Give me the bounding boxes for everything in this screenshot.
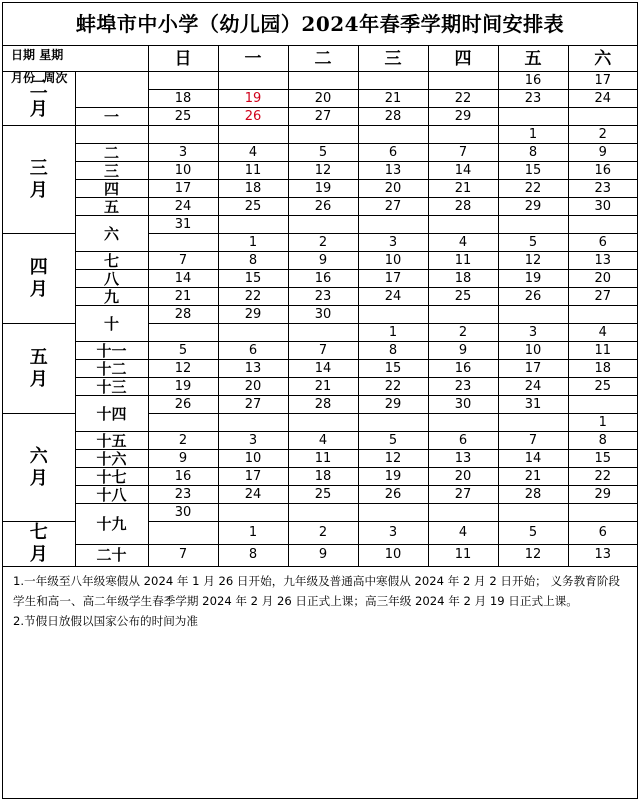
date-cell: 25 (218, 198, 288, 216)
date-cell: 29 (498, 198, 568, 216)
table-row (3, 216, 637, 234)
header-corner (3, 46, 148, 85)
date-cell: 10 (358, 544, 428, 567)
weekday-header: 一 (218, 46, 288, 72)
date-cell: 8 (358, 342, 428, 360)
date-cell: 19 (288, 180, 358, 198)
date-cell: 11 (568, 342, 637, 360)
date-cell: 17 (498, 360, 568, 378)
date-cell: 27 (568, 288, 637, 306)
date-cell: 10 (498, 342, 568, 360)
date-cell: 12 (498, 252, 568, 270)
date-cell: 10 (358, 252, 428, 270)
date-cell: 28 (498, 486, 568, 504)
date-cell: 12 (288, 162, 358, 180)
date-cell: 13 (568, 252, 637, 270)
date-cell: 13 (358, 162, 428, 180)
date-cell: 6 (428, 432, 498, 450)
date-cell: 11 (428, 252, 498, 270)
date-cell: 23 (428, 378, 498, 396)
date-cell (568, 306, 637, 324)
date-cell (568, 504, 637, 522)
date-cell (498, 216, 568, 234)
date-cell: 30 (568, 198, 637, 216)
page-title: 蚌埠市中小学（幼儿园）2024年春季学期时间安排表 (3, 3, 637, 46)
date-cell (148, 522, 218, 545)
week-number: 九 (75, 288, 148, 306)
date-cell (358, 414, 428, 432)
date-cell: 14 (288, 360, 358, 378)
date-cell: 25 (568, 378, 637, 396)
week-number: 七 (75, 252, 148, 270)
date-cell: 24 (358, 288, 428, 306)
date-cell: 15 (568, 450, 637, 468)
date-cell: 21 (498, 468, 568, 486)
date-cell: 21 (288, 378, 358, 396)
date-cell: 8 (498, 144, 568, 162)
date-cell: 18 (428, 270, 498, 288)
date-cell: 23 (498, 90, 568, 108)
date-cell: 2 (288, 522, 358, 545)
date-cell: 17 (568, 72, 637, 90)
date-cell: 12 (148, 360, 218, 378)
date-cell: 14 (498, 450, 568, 468)
date-cell: 20 (428, 468, 498, 486)
table-row (3, 198, 637, 216)
week-number: 六 (75, 216, 148, 252)
date-cell (148, 234, 218, 252)
date-cell: 18 (218, 180, 288, 198)
table-row (3, 504, 637, 522)
week-number: 四 (75, 180, 148, 198)
week-number: 十四 (75, 396, 148, 432)
date-cell: 28 (148, 306, 218, 324)
date-cell (428, 216, 498, 234)
date-cell: 17 (358, 270, 428, 288)
date-cell: 19 (358, 468, 428, 486)
week-number: 十八 (75, 486, 148, 504)
table-row (3, 126, 637, 144)
date-cell: 21 (428, 180, 498, 198)
date-cell (218, 324, 288, 342)
table-row (3, 108, 637, 126)
date-cell (218, 504, 288, 522)
date-cell: 11 (288, 450, 358, 468)
date-cell (288, 216, 358, 234)
date-cell: 23 (288, 288, 358, 306)
date-cell: 4 (218, 144, 288, 162)
date-cell: 25 (148, 108, 218, 126)
corner-labels-bottom: 月份 周次 (11, 71, 68, 85)
date-cell: 7 (288, 342, 358, 360)
date-cell (288, 504, 358, 522)
table-row (3, 396, 637, 414)
week-number: 十二 (75, 360, 148, 378)
date-cell: 26 (148, 396, 218, 414)
date-cell: 27 (358, 198, 428, 216)
date-cell (358, 126, 428, 144)
week-number: 十六 (75, 450, 148, 468)
month-label: 五 月 (3, 324, 75, 414)
date-cell (428, 414, 498, 432)
note-2: 2.节假日放假以国家公布的时间为准 (13, 614, 198, 628)
date-cell: 24 (568, 90, 637, 108)
table-row (3, 450, 637, 468)
date-cell: 21 (358, 90, 428, 108)
date-cell (358, 72, 428, 90)
date-cell: 10 (218, 450, 288, 468)
date-cell (218, 126, 288, 144)
week-number: 十七 (75, 468, 148, 486)
date-cell (288, 414, 358, 432)
date-cell: 14 (148, 270, 218, 288)
date-cell (148, 72, 218, 90)
date-cell (428, 306, 498, 324)
date-cell: 3 (498, 324, 568, 342)
date-cell: 20 (358, 180, 428, 198)
week-number: 二 (75, 144, 148, 162)
date-cell (568, 396, 637, 414)
date-cell: 7 (428, 144, 498, 162)
date-cell: 19 (218, 90, 288, 108)
date-cell: 27 (218, 396, 288, 414)
table-row (3, 468, 637, 486)
date-cell: 2 (428, 324, 498, 342)
date-cell: 22 (358, 378, 428, 396)
date-cell: 2 (148, 432, 218, 450)
date-cell: 29 (358, 396, 428, 414)
notes (3, 567, 637, 635)
schedule-document (2, 2, 638, 799)
date-cell: 11 (218, 162, 288, 180)
date-cell: 9 (428, 342, 498, 360)
table-row (3, 432, 637, 450)
date-cell: 1 (358, 324, 428, 342)
date-cell: 26 (358, 486, 428, 504)
week-number: 十一 (75, 342, 148, 360)
week-number (75, 72, 148, 108)
week-number: 五 (75, 198, 148, 216)
week-number: 八 (75, 270, 148, 288)
date-cell: 29 (428, 108, 498, 126)
date-cell: 28 (288, 396, 358, 414)
date-cell: 5 (148, 342, 218, 360)
date-cell: 2 (288, 234, 358, 252)
date-cell: 27 (428, 486, 498, 504)
date-cell: 24 (498, 378, 568, 396)
date-cell: 28 (358, 108, 428, 126)
date-cell: 26 (498, 288, 568, 306)
date-cell (358, 306, 428, 324)
date-cell: 26 (218, 108, 288, 126)
date-cell: 31 (498, 396, 568, 414)
date-cell: 4 (428, 234, 498, 252)
date-cell: 22 (498, 180, 568, 198)
date-cell: 5 (498, 234, 568, 252)
date-cell: 15 (218, 270, 288, 288)
date-cell: 28 (428, 198, 498, 216)
date-cell: 12 (358, 450, 428, 468)
weekday-header: 五 (498, 46, 568, 72)
date-cell: 18 (568, 360, 637, 378)
date-cell: 13 (218, 360, 288, 378)
date-cell (428, 126, 498, 144)
date-cell: 23 (148, 486, 218, 504)
month-label: 六 月 (3, 414, 75, 522)
date-cell: 10 (148, 162, 218, 180)
date-cell: 16 (148, 468, 218, 486)
date-cell: 4 (568, 324, 637, 342)
date-cell: 21 (148, 288, 218, 306)
date-cell: 7 (498, 432, 568, 450)
date-cell (218, 414, 288, 432)
table-row (3, 270, 637, 288)
date-cell (288, 72, 358, 90)
date-cell: 8 (218, 252, 288, 270)
date-cell: 9 (288, 252, 358, 270)
date-cell: 2 (568, 126, 637, 144)
date-cell (288, 126, 358, 144)
week-number: 十三 (75, 378, 148, 396)
date-cell: 1 (498, 126, 568, 144)
calendar-table (3, 46, 637, 567)
date-cell: 1 (568, 414, 637, 432)
table-row (3, 288, 637, 306)
week-number (75, 126, 148, 144)
date-cell: 20 (218, 378, 288, 396)
date-cell: 31 (148, 216, 218, 234)
date-cell: 9 (568, 144, 637, 162)
note-1: 1.一年级至八年级寒假从 2024 年 1 月 26 日开始，九年级及普通高中寒假从 2024 年 2 月 2 日开始； 义务教育阶段学生和高一、高二年级学生春季学期 2024 年 2 月 26 日正式上课；高三年级 2024 年 2 月 19 日正式上课。 (13, 574, 621, 608)
date-cell (148, 414, 218, 432)
month-label: 七 月 (3, 522, 75, 567)
date-cell: 16 (498, 72, 568, 90)
date-cell: 1 (218, 522, 288, 545)
date-cell: 19 (148, 378, 218, 396)
date-cell: 5 (498, 522, 568, 545)
table-row (3, 162, 637, 180)
date-cell: 1 (218, 234, 288, 252)
date-cell: 7 (148, 252, 218, 270)
table-row (3, 252, 637, 270)
date-cell: 4 (288, 432, 358, 450)
date-cell: 24 (218, 486, 288, 504)
date-cell (498, 108, 568, 126)
date-cell: 17 (218, 468, 288, 486)
date-cell: 16 (428, 360, 498, 378)
date-cell (428, 504, 498, 522)
date-cell: 30 (148, 504, 218, 522)
date-cell: 29 (568, 486, 637, 504)
date-cell: 18 (148, 90, 218, 108)
date-cell (218, 216, 288, 234)
date-cell: 18 (288, 468, 358, 486)
date-cell (358, 216, 428, 234)
date-cell: 30 (428, 396, 498, 414)
table-row (3, 360, 637, 378)
date-cell: 16 (288, 270, 358, 288)
month-label: 三 月 (3, 126, 75, 234)
date-cell: 5 (358, 432, 428, 450)
date-cell (428, 72, 498, 90)
table-row (3, 342, 637, 360)
corner-labels-top: 日期 星期 (11, 48, 64, 62)
week-number: 十五 (75, 432, 148, 450)
date-cell: 20 (568, 270, 637, 288)
weekday-header: 三 (358, 46, 428, 72)
date-cell (498, 306, 568, 324)
date-cell (498, 504, 568, 522)
date-cell: 15 (358, 360, 428, 378)
date-cell: 3 (218, 432, 288, 450)
date-cell: 9 (288, 544, 358, 567)
date-cell: 29 (218, 306, 288, 324)
date-cell: 9 (148, 450, 218, 468)
week-number: 一 (75, 108, 148, 126)
date-cell: 3 (148, 144, 218, 162)
table-row (3, 180, 637, 198)
date-cell: 6 (568, 522, 637, 545)
date-cell: 11 (428, 544, 498, 567)
date-cell: 7 (148, 544, 218, 567)
date-cell: 26 (288, 198, 358, 216)
date-cell (288, 324, 358, 342)
date-cell (568, 216, 637, 234)
date-cell (218, 72, 288, 90)
week-number: 二十 (75, 544, 148, 567)
date-cell: 22 (568, 468, 637, 486)
date-cell: 15 (498, 162, 568, 180)
weekday-header: 二 (288, 46, 358, 72)
date-cell (148, 324, 218, 342)
date-cell (498, 414, 568, 432)
date-cell: 27 (288, 108, 358, 126)
date-cell: 5 (288, 144, 358, 162)
date-cell: 13 (428, 450, 498, 468)
date-cell: 8 (218, 544, 288, 567)
week-number: 三 (75, 162, 148, 180)
month-label: 二 月 (3, 72, 75, 126)
date-cell: 19 (498, 270, 568, 288)
table-row (3, 544, 637, 567)
weekday-header: 六 (568, 46, 637, 72)
date-cell: 3 (358, 234, 428, 252)
date-cell: 14 (428, 162, 498, 180)
table-row (3, 486, 637, 504)
date-cell: 16 (568, 162, 637, 180)
table-row (3, 144, 637, 162)
date-cell: 25 (288, 486, 358, 504)
date-cell: 6 (358, 144, 428, 162)
date-cell: 6 (568, 234, 637, 252)
month-label: 四 月 (3, 234, 75, 324)
date-cell: 30 (288, 306, 358, 324)
week-number: 十 (75, 306, 148, 342)
week-number: 十九 (75, 504, 148, 545)
date-cell: 22 (428, 90, 498, 108)
date-cell: 17 (148, 180, 218, 198)
date-cell: 23 (568, 180, 637, 198)
date-cell: 24 (148, 198, 218, 216)
date-cell: 20 (288, 90, 358, 108)
date-cell: 25 (428, 288, 498, 306)
date-cell: 12 (498, 544, 568, 567)
weekday-header: 四 (428, 46, 498, 72)
date-cell (568, 108, 637, 126)
date-cell: 6 (218, 342, 288, 360)
date-cell (358, 504, 428, 522)
date-cell: 3 (358, 522, 428, 545)
table-row (3, 378, 637, 396)
date-cell: 22 (218, 288, 288, 306)
date-cell (148, 126, 218, 144)
date-cell: 13 (568, 544, 637, 567)
table-row (3, 306, 637, 324)
weekday-header: 日 (148, 46, 218, 72)
date-cell: 8 (568, 432, 637, 450)
date-cell: 4 (428, 522, 498, 545)
table-row (3, 72, 637, 90)
